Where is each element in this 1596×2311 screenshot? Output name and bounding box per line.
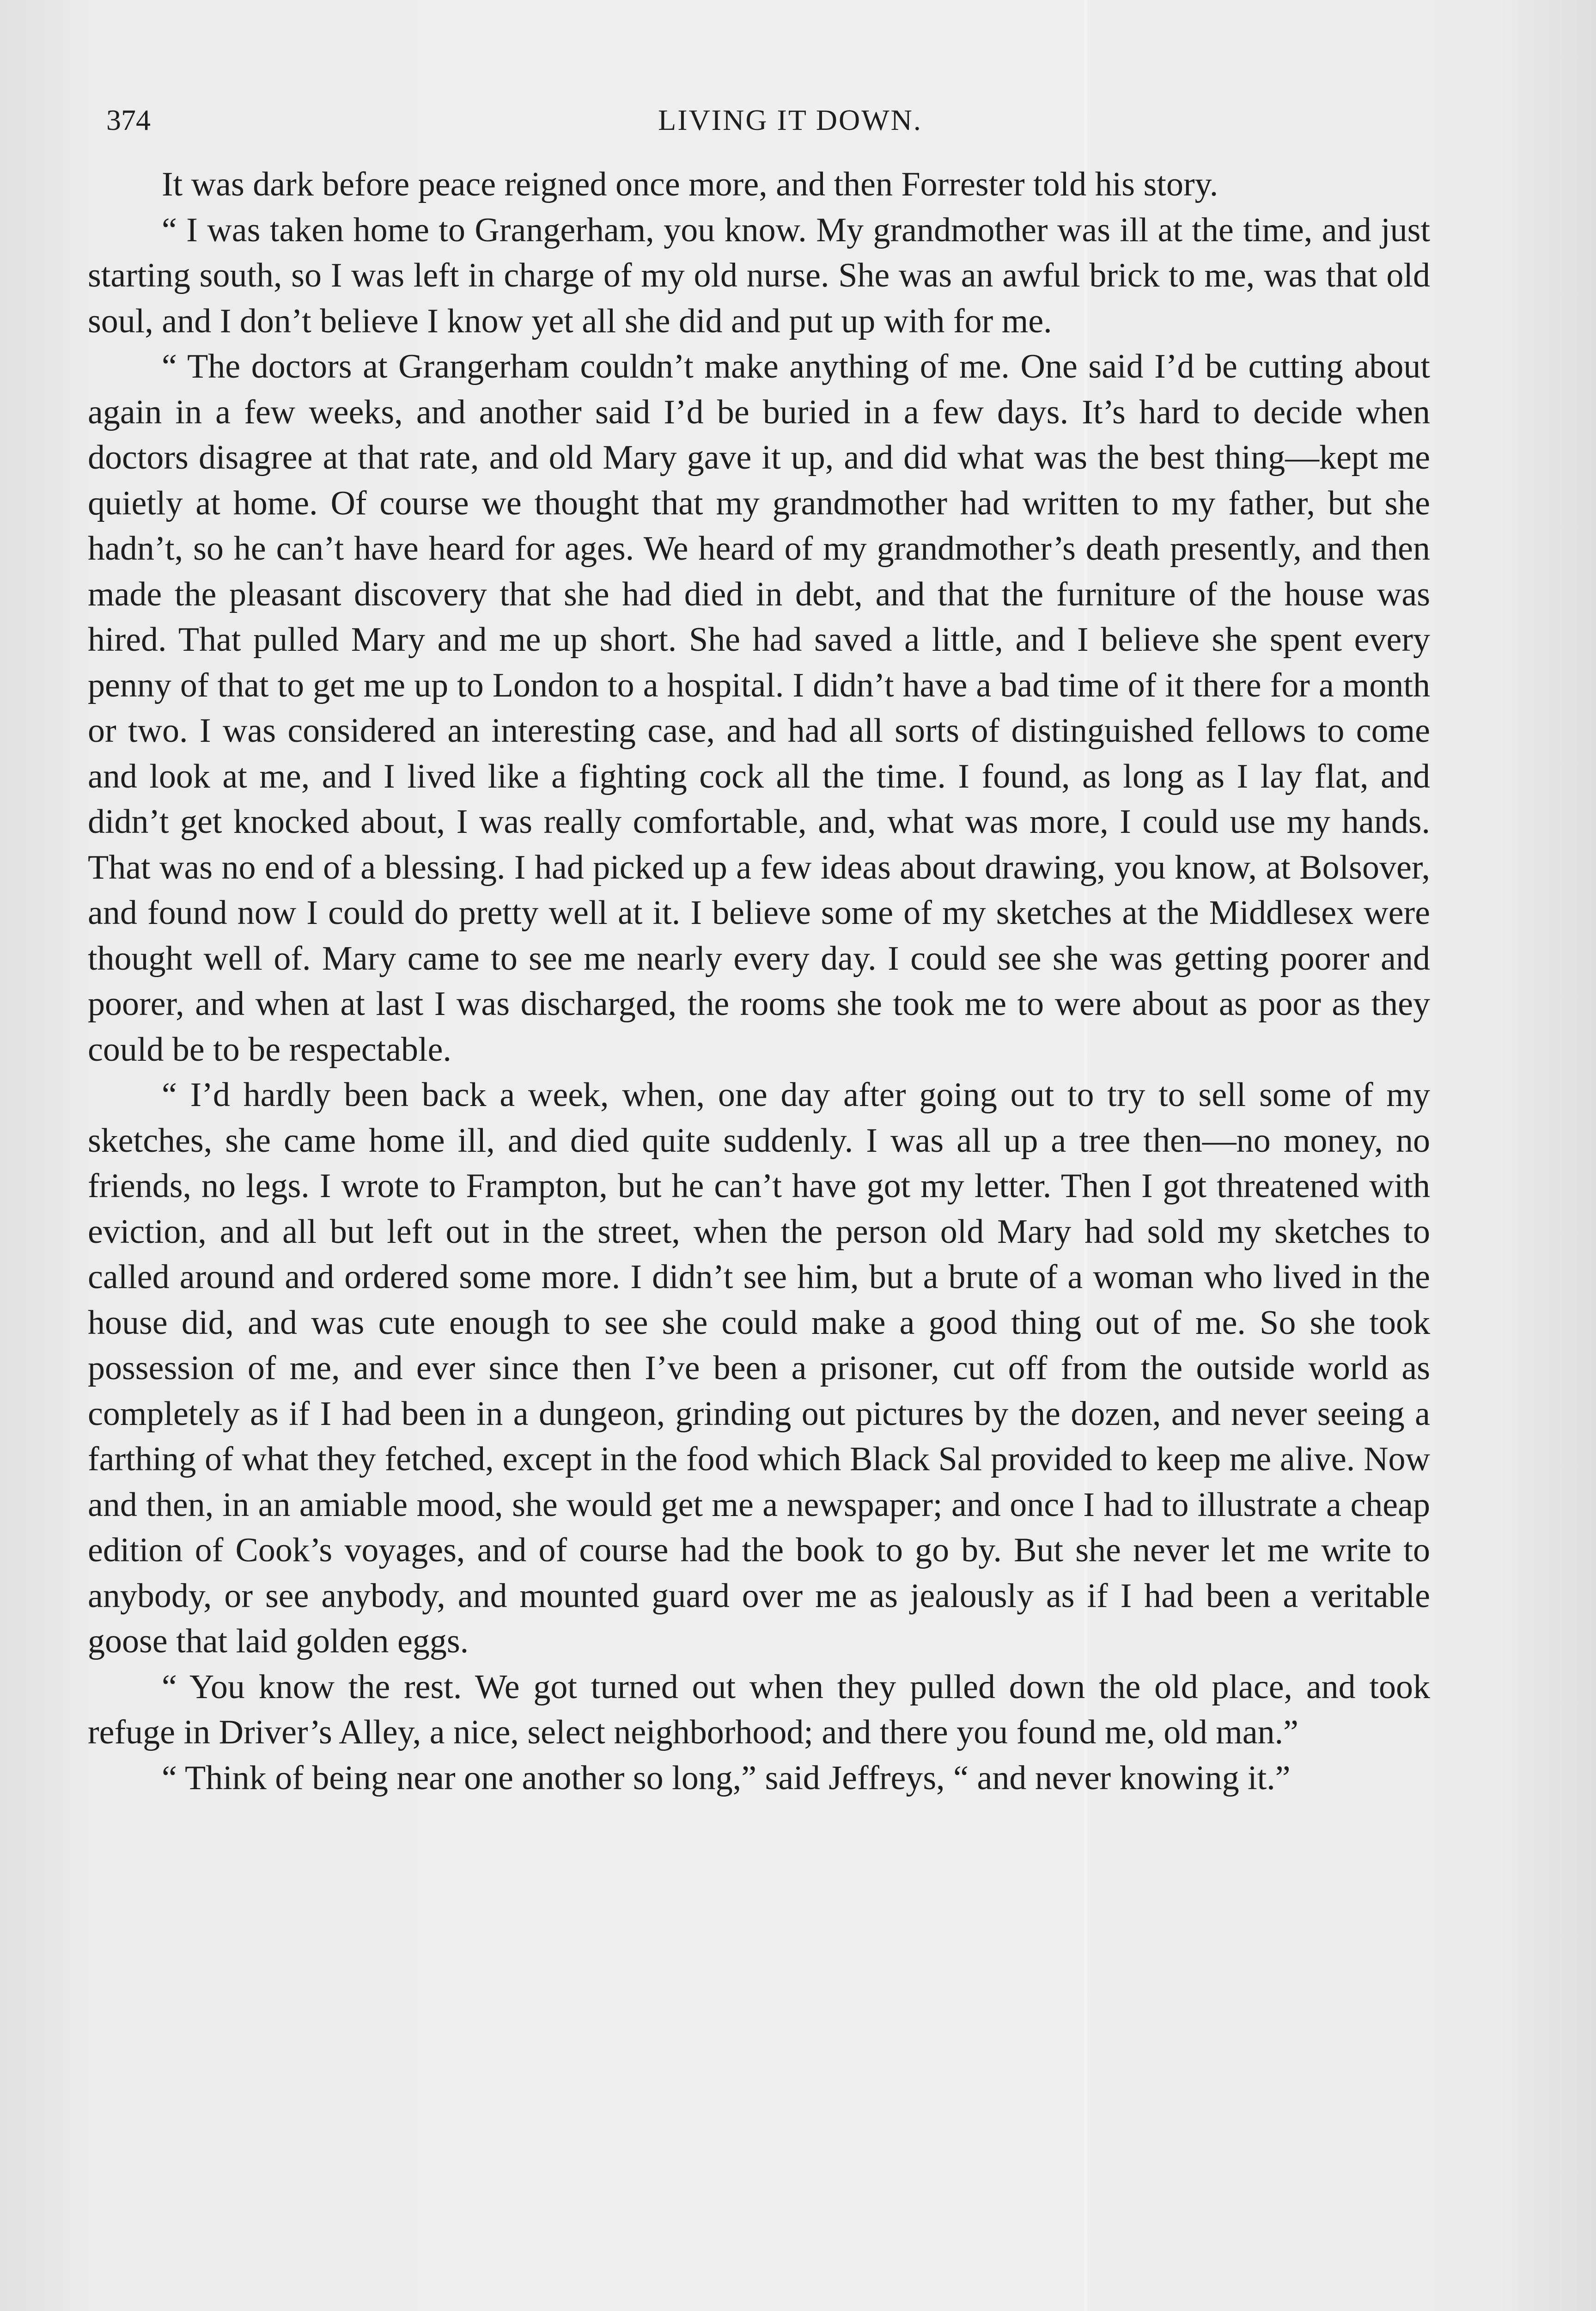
paragraph: “ The doctors at Grangerham couldn’t make anything of me. One said I’d be cutting about again in a few weeks, and another said I’d be buried in a few days. It’s hard to decide when doctors disagree at that rate, and old Mary gave it up, and did what was the best thing—kept me quietly at home. Of course we thought that my grandmother had written to my father, but she hadn’t, so he can’t have heard for ages. We heard of my grandmother’s death presently, and then made the pleasant discovery that she had died in debt, and that the furniture of the house was hired. That pulled Mary and me up short. She had saved a little, and I believe she spent every penny of that to get me up to London to a hospital. I didn’t have a bad time of it there for a month or two. I was considered an interesting case, and had all sorts of distinguished fellows to come and look at me, and I lived like a fighting cock all the time. I found, as long as I lay flat, and didn’t get knocked about, I was really comfortable, and, what was more, I could use my hands. That was no end of a blessing. I had picked up a few ideas about drawing, you know, at Bolsover, and found now I could do pretty well at it. I believe some of my sketches at the Middlesex were thought well of. Mary came to see me nearly every day. I could see she was getting poorer and poorer, and when at last I was discharged, the rooms she took me to were about as poor as they could be to be respectable. [88,348,1430,1069]
body-text [88,162,1430,1801]
paragraph: “ Think of being near one another so long,” said Jeffreys, “ and never knowing it.” [162,1759,1291,1797]
running-title: LIVING IT DOWN. [658,104,922,136]
paragraph: “ I was taken home to Grangerham, you know. My grandmother was ill at the time, and just starting south, so I was left in charge of my old nurse. She was an awful brick to me, was that old soul, and I don’t believe I know yet all she did and put up with for me. [88,211,1430,340]
paragraph: “ You know the rest. We got turned out when they pulled down the old place, and took refuge in Driver’s Alley, a nice, select neighborhood; and there you found me, old man.” [88,1668,1430,1751]
paragraph: It was dark before peace reigned once more, and then Forrester told his story. [162,165,1218,203]
page-number: 374 [106,104,151,136]
running-head [92,99,1488,141]
paragraph: “ I’d hardly been back a week, when, one day after going out to try to sell some of my sketches, she came home ill, and died quite suddenly. I was all up a tree then—no money, no friends, no legs. I wrote to Frampton, but he can’t have got my letter. Then I got threatened with eviction, and all but left out in the street, when the person old Mary had sold my sketches to called around and ordered some more. I didn’t see him, but a brute of a woman who lived in the house did, and was cute enough to see she could make a good thing out of me. So she took possession of me, and ever since then I’ve been a prisoner, cut off from the outside world as completely as if I had been in a dungeon, grinding out pictures by the dozen, and never seeing a farthing of what they fetched, except in the food which Black Sal provided to keep me alive. Now and then, in an amiable mood, she would get me a newspaper; and once I had to illustrate a cheap edition of Cook’s voyages, and of course had the book to go by. But she never let me write to anybody, or see anybody, and mounted guard over me as jealously as if I had been a veritable goose that laid golden eggs. [88,1076,1430,1660]
